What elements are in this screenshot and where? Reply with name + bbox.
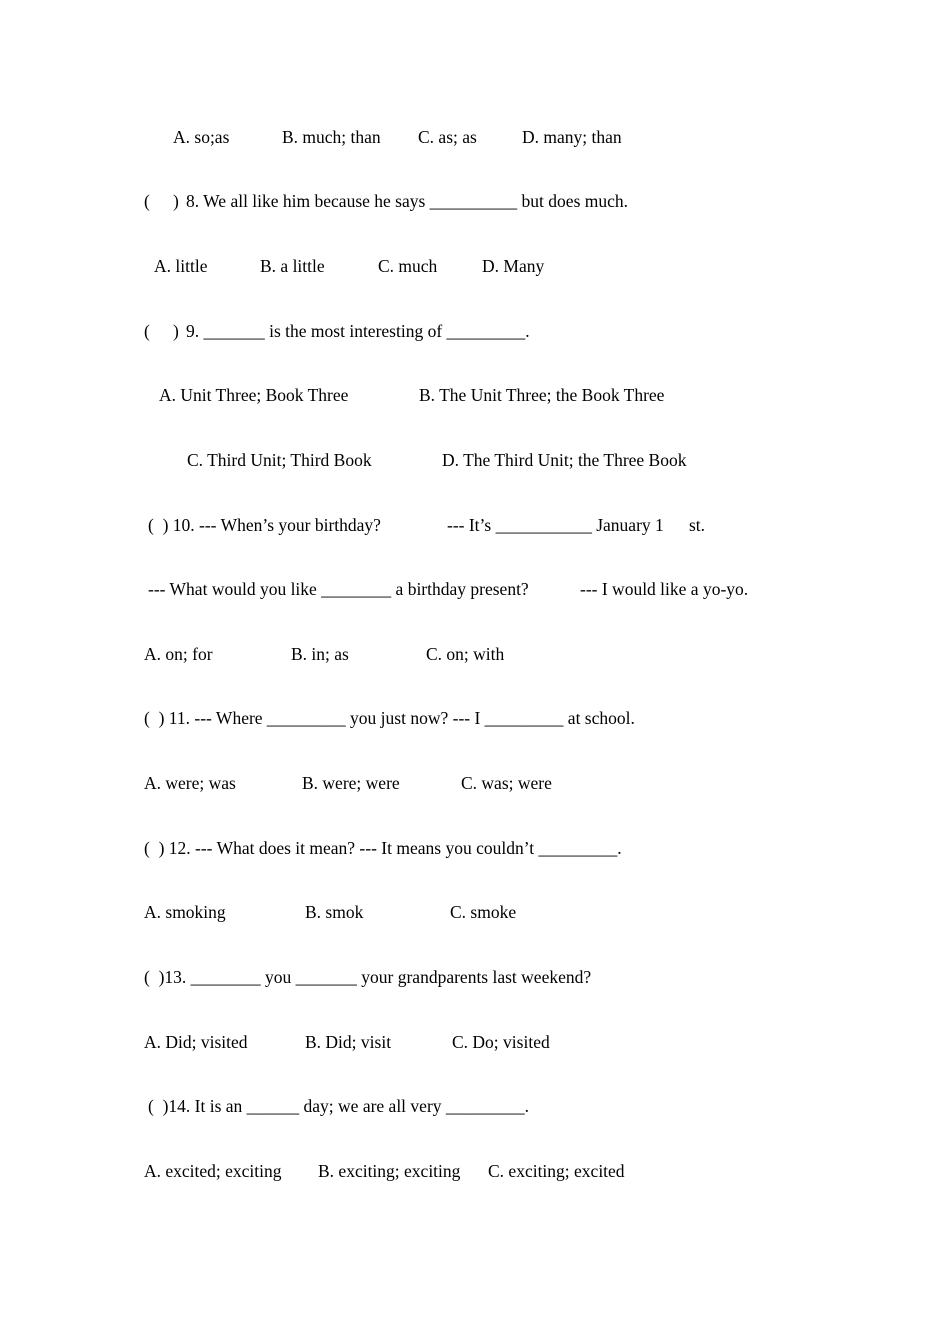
option-d: D. The Third Unit; the Three Book [442,450,687,470]
question-11 [0,703,950,733]
answer-line: --- It’s ___________ January 1 [447,515,664,535]
question-8-options [0,251,950,281]
option-b: B. exciting; exciting [318,1161,461,1181]
question-9-options-row-2 [0,445,950,475]
question-14-options [0,1156,950,1186]
option-d: D. Many [482,256,545,276]
question-12 [0,833,950,863]
answer-paren-open: ( [144,321,150,341]
option-c: C. exciting; excited [488,1161,625,1181]
question-7-options [0,122,950,152]
option-c: C. smoke [450,902,517,922]
option-a: A. smoking [144,902,226,922]
option-a: A. excited; exciting [144,1161,282,1181]
answer-paren-close: ) [173,191,179,211]
question-stem: ( )14. It is an ______ day; we are all very _________. [148,1096,530,1116]
question-stem: 8. We all like him because he says __________ but does much. [186,191,629,211]
option-b: B. were; were [302,773,400,793]
question-9-options-row-1 [0,380,950,410]
question-stem: ( ) 12. --- What does it mean? --- It means you couldn’t _________. [144,838,622,858]
question-stem: --- What would you like ________ a birthday present? [148,579,529,599]
option-c: C. as; as [418,127,477,147]
question-stem: ( ) 11. --- Where _________ you just now? --- I _________ at school. [144,708,635,728]
question-13-options [0,1027,950,1057]
answer-line: --- I would like a yo-yo. [580,579,749,599]
option-c: C. much [378,256,438,276]
option-c: C. was; were [461,773,552,793]
question-11-options [0,768,950,798]
question-stem: ( ) 10. --- When’s your birthday? [148,515,381,535]
ordinal-suffix: st. [689,515,706,535]
question-12-options [0,897,950,927]
option-a: A. little [154,256,208,276]
option-b: B. smok [305,902,364,922]
option-a: A. Did; visited [144,1032,248,1052]
question-stem: ( )13. ________ you _______ your grandparents last weekend? [144,967,592,987]
answer-paren-close: ) [173,321,179,341]
question-13 [0,962,950,992]
question-10-line-2 [0,574,950,604]
option-b: B. in; as [291,644,349,664]
option-b: B. a little [260,256,325,276]
option-c: C. Do; visited [452,1032,550,1052]
option-a: A. were; was [144,773,236,793]
option-a: A. Unit Three; Book Three [159,385,349,405]
option-c: C. Third Unit; Third Book [187,450,372,470]
option-b: B. Did; visit [305,1032,392,1052]
option-b: B. much; than [282,127,381,147]
question-10-options [0,639,950,669]
option-d: D. many; than [522,127,622,147]
option-c: C. on; with [426,644,505,664]
question-10 [0,510,950,540]
option-a: A. on; for [144,644,213,664]
question-stem: 9. _______ is the most interesting of _________. [186,321,530,341]
question-14 [0,1091,950,1121]
answer-paren-open: ( [144,191,150,211]
option-b: B. The Unit Three; the Book Three [419,385,665,405]
question-8 [0,186,950,216]
option-a: A. so;as [173,127,230,147]
question-9 [0,316,950,346]
